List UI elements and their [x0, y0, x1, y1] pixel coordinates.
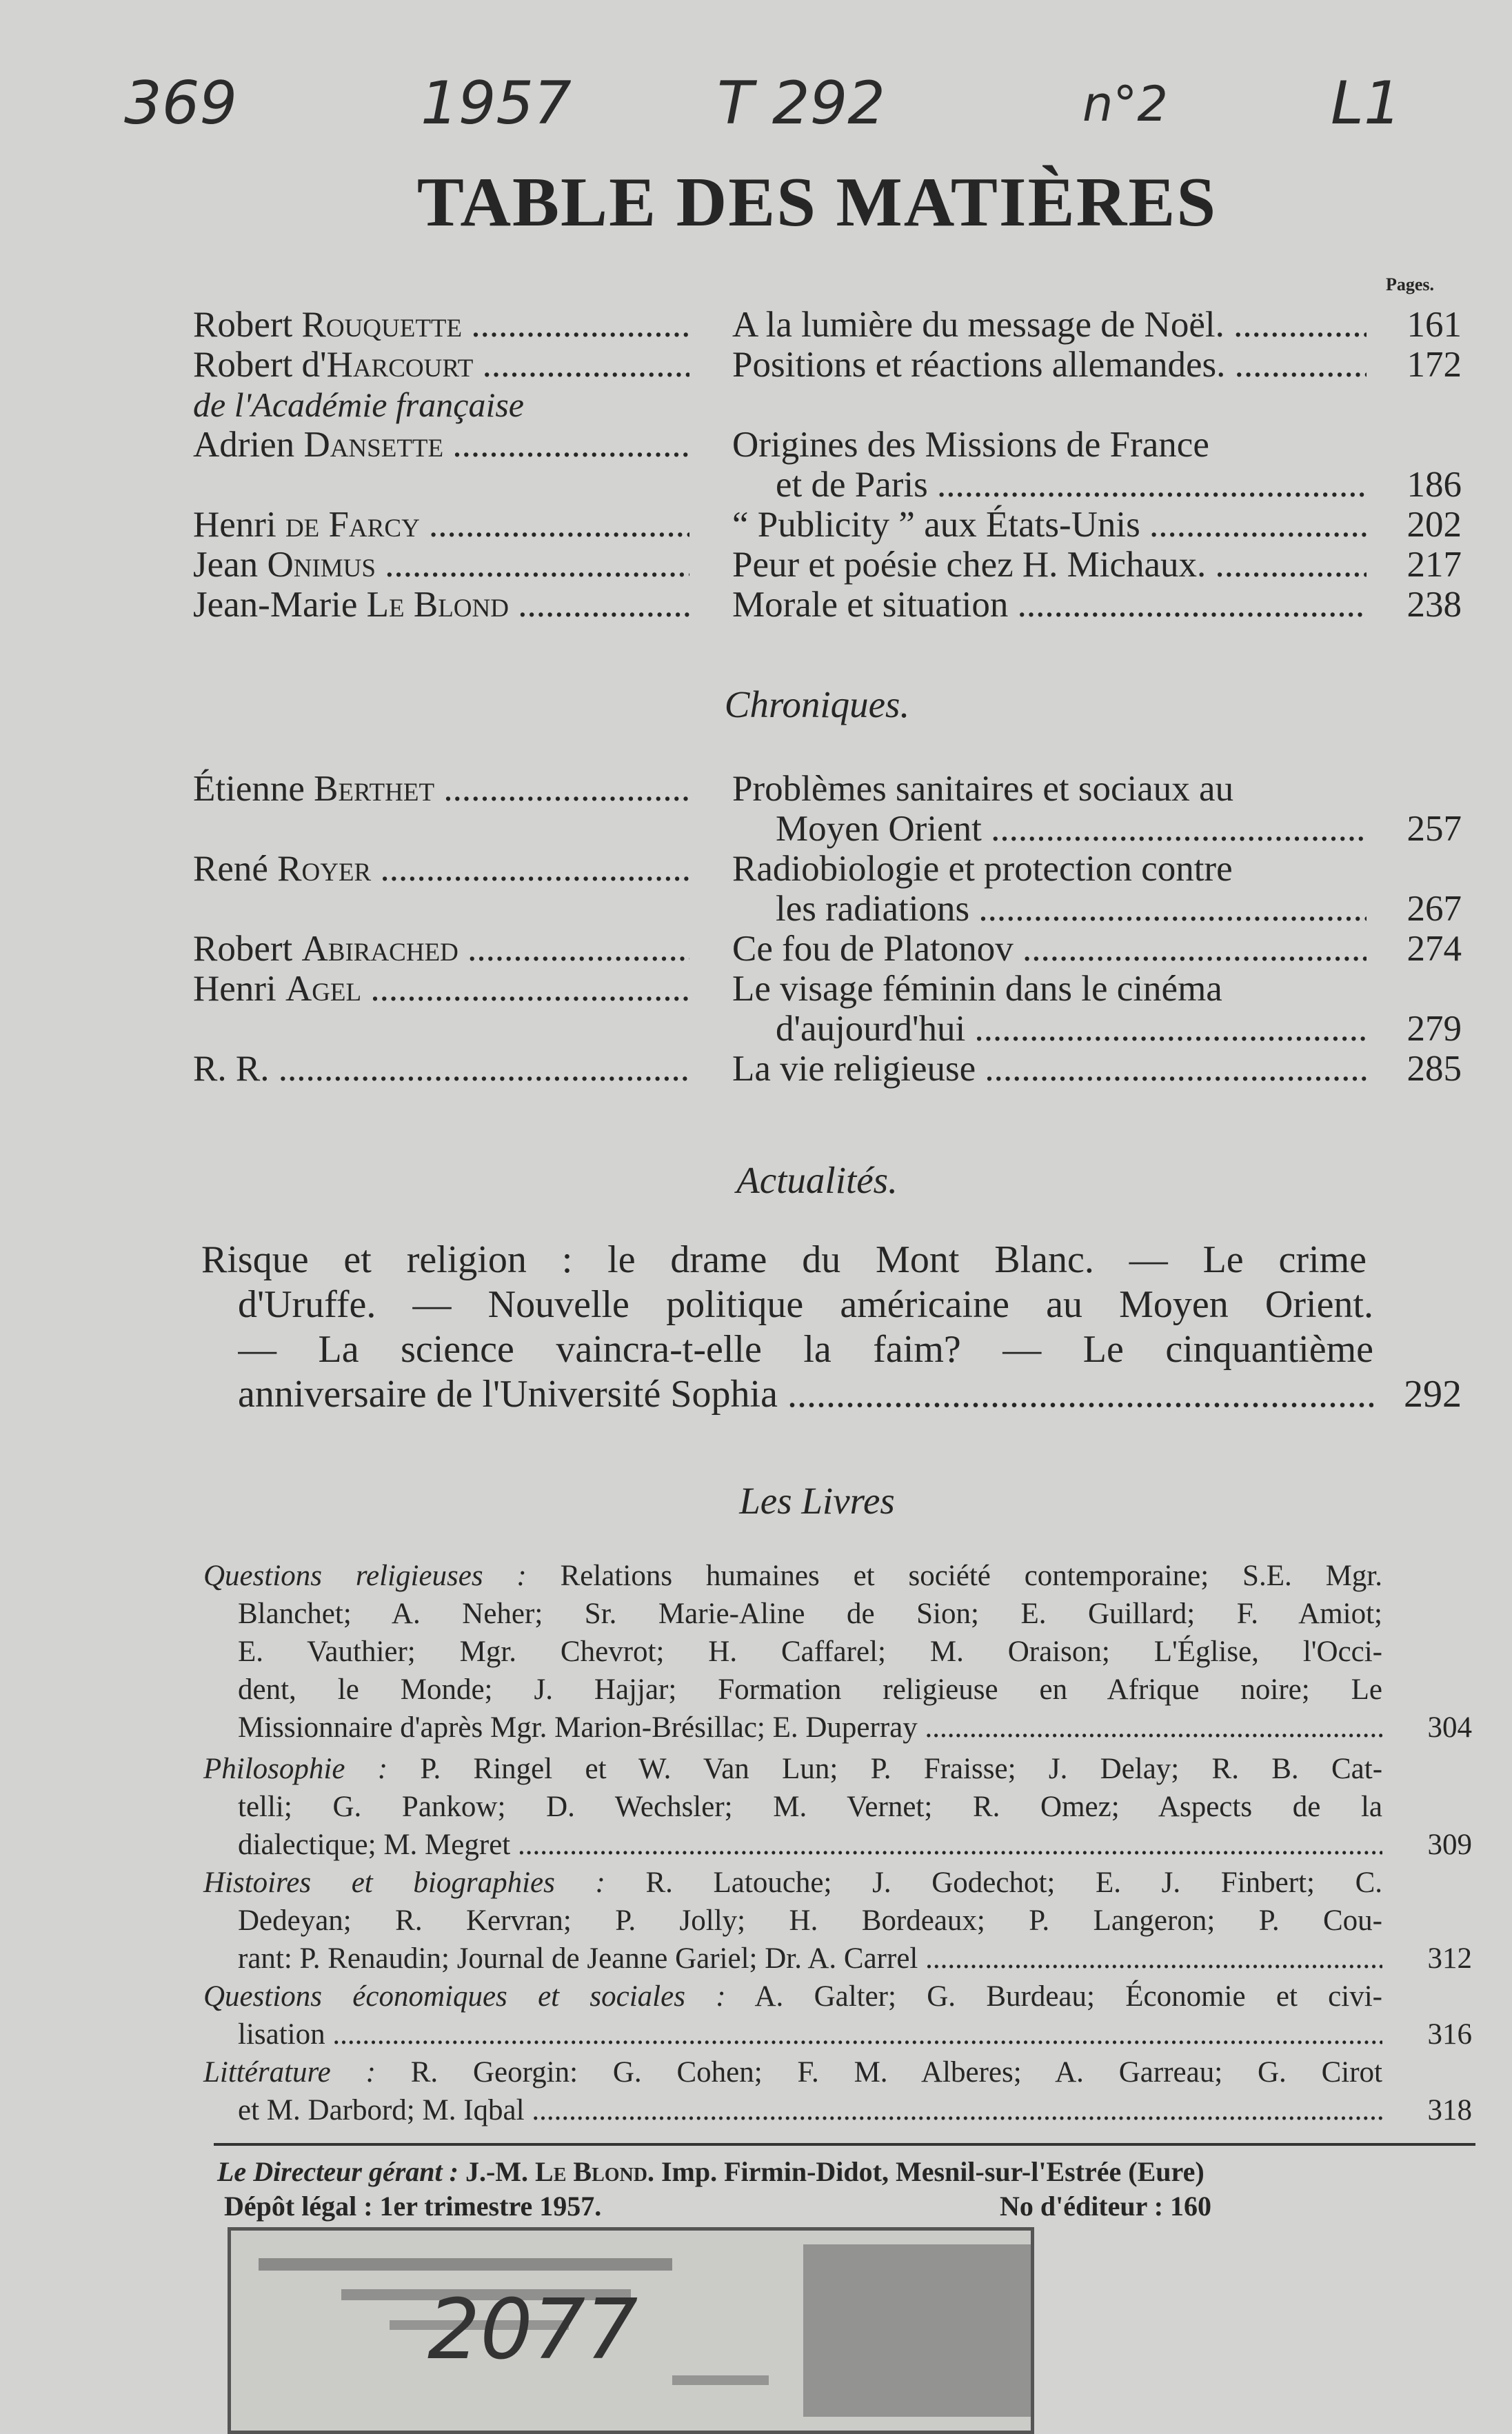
book-entry-line: Questions économiques et sociales : A. Galter; G. Burdeau; Économie et civi- — [203, 1980, 1382, 2013]
page-number: 274 — [1407, 929, 1462, 969]
handwritten-tome: T 292 — [717, 69, 886, 138]
book-entry-line: dent, le Monde; J. Hajjar; Formation religieuse en Afrique noire; Le — [238, 1673, 1382, 1706]
footer-divider — [214, 2143, 1475, 2146]
pages-label: Pages. — [1386, 274, 1435, 294]
page-number: 312 — [1427, 1942, 1472, 1975]
handwritten-code: L1 — [1331, 69, 1402, 138]
book-entry-line: Blanchet; A. Neher; Sr. Marie-Aline de Sion; E. Guillard; F. Amiot; — [238, 1598, 1382, 1630]
actualites-line: anniversaire de l'Université Sophia ..... — [238, 1372, 1373, 1417]
page-number: 316 — [1427, 2018, 1472, 2051]
page-number: 202 — [1407, 505, 1462, 545]
author: Robert d'Harcourt ..... — [193, 345, 689, 385]
footer-depot: Dépôt légal : 1er trimestre 1957. — [224, 2191, 602, 2222]
article-title-cont: d'aujourd'hui ..... — [776, 1009, 1367, 1049]
article-title-cont: Moyen Orient ..... — [776, 809, 1367, 849]
stamp-number: 2077 — [427, 2282, 638, 2378]
page-number: 318 — [1427, 2094, 1472, 2126]
article-title: A la lumière du message de Noël. ..... — [732, 305, 1367, 345]
book-entry-line: Missionnaire d'après Mgr. Marion-Brésillac; E. Duperray ..... — [238, 1709, 1382, 1747]
article-title: Le visage féminin dans le cinéma — [732, 969, 1222, 1009]
actualites-line: d'Uruffe. — Nouvelle politique américaine au Moyen Orient. — [238, 1283, 1373, 1326]
book-entry-line: dialectique; M. Megret ..... — [238, 1826, 1382, 1864]
book-entry-line: rant: P. Renaudin; Journal de Jeanne Gariel; Dr. A. Carrel ..... — [238, 1940, 1382, 1978]
book-entry-line: Questions religieuses : Relations humaines et société contemporaine; S.E. Mgr. — [203, 1560, 1383, 1592]
author: Henri de Farcy ..... — [193, 505, 689, 545]
footer-editeur: No d'éditeur : 160 — [1000, 2191, 1212, 2222]
page-title: TABLE DES MATIÈRES — [416, 163, 1218, 241]
page-number: 304 — [1427, 1711, 1472, 1744]
book-entry-line: lisation ..... — [238, 2015, 1382, 2053]
author: R. R. ..... — [193, 1049, 689, 1089]
book-entry-line: Littérature : R. Georgin: G. Cohen; F. M. Alberes; A. Garreau; G. Cirot — [203, 2056, 1382, 2089]
article-title: Ce fou de Platonov ..... — [732, 929, 1367, 969]
actualites-line: Risque et religion : le drame du Mont Blanc. — Le crime — [201, 1238, 1367, 1281]
actualites-line: — La science vaincra-t-elle la faim? — Le cinquantième — [238, 1328, 1373, 1371]
article-title: Radiobiologie et protection contre — [732, 849, 1233, 889]
author: Étienne Berthet ..... — [193, 769, 689, 809]
author: Henri Agel ..... — [193, 969, 689, 1009]
page-number: 172 — [1407, 345, 1462, 385]
article-title: Origines des Missions de France — [732, 425, 1209, 465]
article-title: Morale et situation ..... — [732, 585, 1367, 625]
author: Robert Rouquette ..... — [193, 305, 689, 345]
author: René Royer ..... — [193, 849, 689, 889]
page-number: 186 — [1407, 465, 1462, 505]
book-category: Littérature : — [203, 2056, 376, 2089]
page-number: 292 — [1404, 1373, 1462, 1416]
page-number: 217 — [1407, 545, 1462, 585]
book-entry-line: Dedeyan; R. Kervran; P. Jolly; H. Bordeaux; P. Langeron; P. Cou- — [238, 1904, 1382, 1937]
author: Robert Abirached ..... — [193, 929, 689, 969]
page-number: 285 — [1407, 1049, 1462, 1089]
page-number: 161 — [1407, 305, 1462, 345]
author: Jean-Marie Le Blond ..... — [193, 585, 689, 625]
book-category: Questions religieuses : — [203, 1560, 527, 1592]
article-title: La vie religieuse ..... — [732, 1049, 1367, 1089]
article-title-cont: et de Paris ..... — [776, 465, 1367, 505]
footer-director-line: Le Directeur gérant : J.-M. Le Blond. Imp. Firmin-Didot, Mesnil-sur-l'Estrée (Eure) — [217, 2156, 1204, 2187]
article-title: Problèmes sanitaires et sociaux au — [732, 769, 1234, 809]
article-title-cont: les radiations ..... — [776, 889, 1367, 929]
author: Jean Onimus ..... — [193, 545, 689, 585]
author: Adrien Dansette ..... — [193, 425, 689, 465]
article-title: Positions et réactions allemandes. ..... — [732, 345, 1367, 385]
page-number: 267 — [1407, 889, 1462, 929]
page-number: 279 — [1407, 1009, 1462, 1049]
article-title: “ Publicity ” aux États-Unis ..... — [732, 505, 1367, 545]
actualites-heading: Actualités. — [736, 1159, 898, 1201]
book-entry-line: Histoires et biographies : R. Latouche; J. Godechot; E. J. Finbert; C. — [203, 1867, 1383, 1899]
chroniques-heading: Chroniques. — [724, 683, 910, 725]
book-category: Questions économiques et sociales : — [203, 1980, 726, 2013]
book-category: Histoires et biographies : — [203, 1867, 605, 1899]
author-affiliation: de l'Académie française — [193, 385, 524, 424]
page-number: 238 — [1407, 585, 1462, 625]
handwritten-year: 1957 — [421, 69, 572, 138]
article-title: Peur et poésie chez H. Michaux. ..... — [732, 545, 1367, 585]
handwritten-issue: n°2 — [1082, 76, 1168, 132]
page-number: 257 — [1407, 809, 1462, 849]
book-entry-line: et M. Darbord; M. Iqbal ..... — [238, 2091, 1382, 2129]
handwritten-number: 369 — [124, 69, 238, 138]
book-entry-line: E. Vauthier; Mgr. Chevrot; H. Caffarel; M. Oraison; L'Église, l'Occi- — [238, 1636, 1382, 1668]
livres-heading: Les Livres — [739, 1480, 895, 1522]
page-number: 309 — [1427, 1829, 1472, 1861]
book-entry-line: telli; G. Pankow; D. Wechsler; M. Vernet; R. Omez; Aspects de la — [238, 1791, 1382, 1823]
book-category: Philosophie : — [203, 1753, 388, 1785]
book-entry-line: Philosophie : P. Ringel et W. Van Lun; P. Fraisse; J. Delay; R. B. Cat- — [203, 1753, 1383, 1785]
